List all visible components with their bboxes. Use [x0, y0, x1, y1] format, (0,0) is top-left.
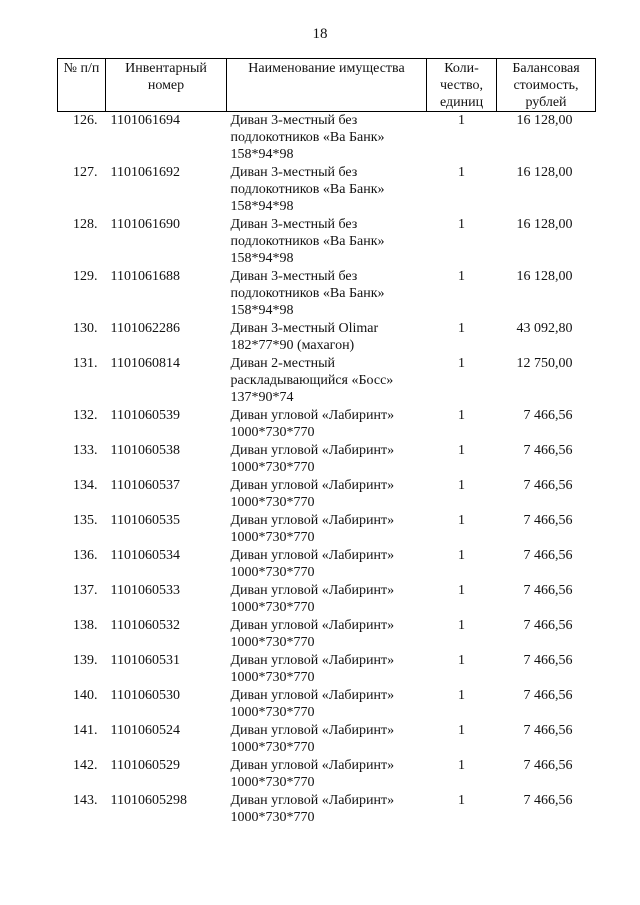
- row-cost: 16 128,00: [516, 113, 573, 128]
- row-qty: 1: [458, 548, 465, 563]
- row-cost: 16 128,00: [516, 269, 573, 284]
- row-num: 131.: [73, 356, 98, 371]
- row-qty: 1: [458, 793, 465, 808]
- table-header: [58, 59, 596, 112]
- row-num: 130.: [73, 321, 98, 336]
- row-num: 128.: [73, 217, 98, 232]
- table-row: [58, 216, 596, 268]
- row-num: 134.: [73, 478, 98, 493]
- row-qty: 1: [458, 443, 465, 458]
- row-qty: 1: [458, 321, 465, 336]
- row-name: Диван 3-местный без подлокотников «Ва Банк» 158*94*98: [230, 269, 385, 318]
- row-inventory: 1101060535: [110, 513, 180, 528]
- header-cost: Балансовая стоимость, рублей: [497, 59, 596, 112]
- row-inventory: 1101061694: [110, 113, 180, 128]
- page-number: 18: [312, 26, 328, 42]
- row-num: 129.: [73, 269, 98, 284]
- table-row: [58, 164, 596, 216]
- row-inventory: 1101061692: [110, 165, 180, 180]
- row-inventory: 1101060537: [110, 478, 180, 493]
- table-row: [58, 582, 596, 617]
- row-cost: 7 466,56: [523, 688, 573, 703]
- table-row: [58, 687, 596, 722]
- row-inventory: 11010605298: [110, 793, 187, 808]
- header-qty: Коли- чество, единиц: [427, 59, 497, 112]
- row-name: Диван 3-местный без подлокотников «Ва Банк» 158*94*98: [230, 113, 385, 162]
- header-inventory: Инвентарный номер: [106, 59, 227, 112]
- row-inventory: 1101060531: [110, 653, 180, 668]
- row-name: Диван угловой «Лабиринт» 1000*730*770: [230, 758, 395, 790]
- row-inventory: 1101060530: [110, 688, 180, 703]
- row-qty: 1: [458, 217, 465, 232]
- row-inventory: 1101060534: [110, 548, 180, 563]
- table-body: [58, 112, 596, 828]
- row-num: 140.: [73, 688, 98, 703]
- row-qty: 1: [458, 583, 465, 598]
- row-inventory: 1101061690: [110, 217, 180, 232]
- row-name: Диван угловой «Лабиринт» 1000*730*770: [230, 688, 395, 720]
- row-name: Диван угловой «Лабиринт» 1000*730*770: [230, 653, 395, 685]
- row-num: 136.: [73, 548, 98, 563]
- row-cost: 7 466,56: [523, 618, 573, 633]
- row-cost: 7 466,56: [523, 583, 573, 598]
- row-cost: 7 466,56: [523, 653, 573, 668]
- row-cost: 7 466,56: [523, 443, 573, 458]
- row-name: Диван 3-местный без подлокотников «Ва Банк» 158*94*98: [230, 165, 385, 214]
- row-num: 143.: [73, 793, 98, 808]
- table-row: [58, 442, 596, 477]
- table-row: [58, 512, 596, 547]
- table-row: [58, 547, 596, 582]
- table-row: [58, 617, 596, 652]
- row-num: 135.: [73, 513, 98, 528]
- row-name: Диван угловой «Лабиринт» 1000*730*770: [230, 408, 395, 440]
- row-qty: 1: [458, 356, 465, 371]
- table-row: [58, 407, 596, 442]
- row-cost: 12 750,00: [516, 356, 573, 371]
- row-name: Диван угловой «Лабиринт» 1000*730*770: [230, 793, 395, 825]
- header-name: Наименование имущества: [227, 59, 427, 112]
- row-num: 142.: [73, 758, 98, 773]
- row-name: Диван угловой «Лабиринт» 1000*730*770: [230, 513, 395, 545]
- row-cost: 7 466,56: [523, 723, 573, 738]
- row-qty: 1: [458, 408, 465, 423]
- row-qty: 1: [458, 723, 465, 738]
- table-row: [58, 477, 596, 512]
- row-cost: 16 128,00: [516, 165, 573, 180]
- table-row: [58, 355, 596, 407]
- table-row: [58, 112, 596, 165]
- row-name: Диван угловой «Лабиринт» 1000*730*770: [230, 618, 395, 650]
- table-row: [58, 792, 596, 827]
- table-row: [58, 722, 596, 757]
- row-name: Диван 2-местный раскладывающийся «Босс» 137*90*74: [230, 356, 394, 405]
- row-inventory: 1101060538: [110, 443, 180, 458]
- row-num: 132.: [73, 408, 98, 423]
- row-num: 137.: [73, 583, 98, 598]
- row-qty: 1: [458, 478, 465, 493]
- row-name: Диван угловой «Лабиринт» 1000*730*770: [230, 478, 395, 510]
- row-name: Диван 3-местный без подлокотников «Ва Банк» 158*94*98: [230, 217, 385, 266]
- row-name: Диван угловой «Лабиринт» 1000*730*770: [230, 443, 395, 475]
- row-num: 139.: [73, 653, 98, 668]
- row-qty: 1: [458, 113, 465, 128]
- row-qty: 1: [458, 165, 465, 180]
- row-cost: 43 092,80: [516, 321, 573, 336]
- property-table: [57, 58, 596, 827]
- row-inventory: 1101060532: [110, 618, 180, 633]
- row-name: Диван угловой «Лабиринт» 1000*730*770: [230, 723, 395, 755]
- table-row: [58, 652, 596, 687]
- row-qty: 1: [458, 688, 465, 703]
- table-row: [58, 268, 596, 320]
- row-cost: 7 466,56: [523, 408, 573, 423]
- row-num: 126.: [73, 113, 98, 128]
- row-name: Диван угловой «Лабиринт» 1000*730*770: [230, 583, 395, 615]
- row-name: Диван угловой «Лабиринт» 1000*730*770: [230, 548, 395, 580]
- header-num: № п/п: [58, 59, 106, 112]
- row-inventory: 1101061688: [110, 269, 180, 284]
- row-qty: 1: [458, 653, 465, 668]
- row-qty: 1: [458, 618, 465, 633]
- row-num: 133.: [73, 443, 98, 458]
- row-num: 138.: [73, 618, 98, 633]
- row-qty: 1: [458, 758, 465, 773]
- row-inventory: 1101060529: [110, 758, 180, 773]
- table-row: [58, 320, 596, 355]
- row-cost: 16 128,00: [516, 217, 573, 232]
- row-cost: 7 466,56: [523, 478, 573, 493]
- row-num: 141.: [73, 723, 98, 738]
- row-cost: 7 466,56: [523, 758, 573, 773]
- row-cost: 7 466,56: [523, 548, 573, 563]
- row-qty: 1: [458, 269, 465, 284]
- row-cost: 7 466,56: [523, 793, 573, 808]
- row-inventory: 1101062286: [110, 321, 180, 336]
- row-name: Диван 3-местный Olimar 182*77*90 (махагон): [230, 321, 379, 353]
- table-row: [58, 757, 596, 792]
- row-inventory: 1101060524: [110, 723, 180, 738]
- row-inventory: 1101060539: [110, 408, 180, 423]
- row-cost: 7 466,56: [523, 513, 573, 528]
- row-inventory: 1101060814: [110, 356, 180, 371]
- row-num: 127.: [73, 165, 98, 180]
- row-inventory: 1101060533: [110, 583, 180, 598]
- row-qty: 1: [458, 513, 465, 528]
